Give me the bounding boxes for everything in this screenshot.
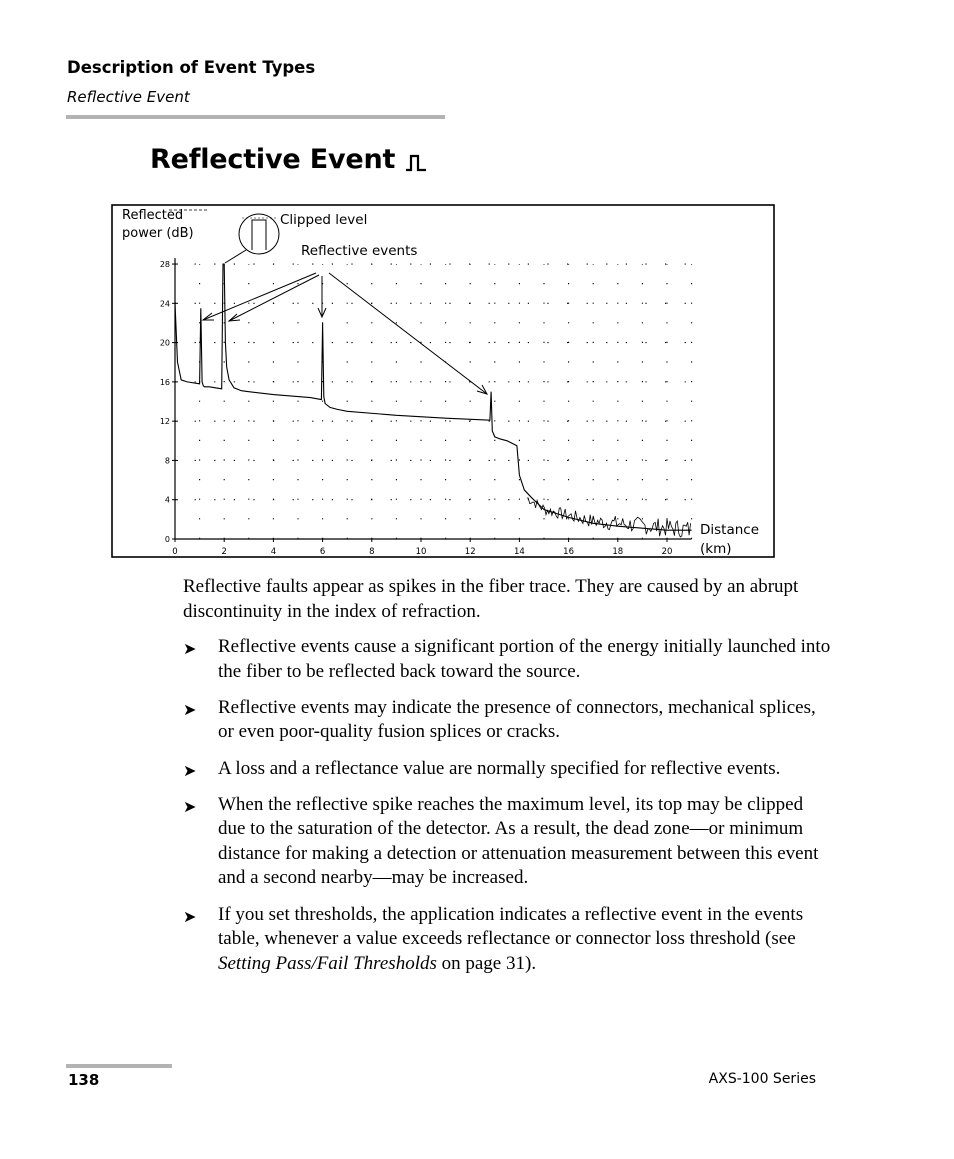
list-item bbox=[183, 793, 833, 891]
bullet-arrow-icon: ➤ bbox=[183, 639, 197, 659]
y-tick-label: 20 bbox=[159, 338, 170, 348]
list-item-text: A loss and a reflectance value are normally specified for reflective events. bbox=[218, 757, 781, 779]
y-tick-label: 12 bbox=[159, 417, 170, 427]
x-tick-label: 12 bbox=[464, 547, 476, 557]
otdr-trace-figure bbox=[111, 204, 776, 560]
list-item bbox=[183, 903, 833, 977]
list-item bbox=[183, 696, 833, 745]
section-heading: Description of Event Types bbox=[67, 58, 316, 77]
bullet-arrow-icon: ➤ bbox=[183, 796, 197, 816]
cross-reference-link[interactable]: Setting Pass/Fail Thresholds bbox=[218, 952, 437, 974]
subsection-heading: Reflective Event bbox=[67, 88, 190, 106]
x-tick-label: 4 bbox=[270, 547, 277, 557]
bullet-arrow-icon: ➤ bbox=[183, 699, 197, 719]
figure-frame bbox=[112, 205, 774, 557]
list-item-text: Reflective events may indicate the presence of connectors, mechanical splices, or even poor-quality fusion splices or cracks. bbox=[218, 696, 816, 743]
y-axis-label-line2: power (dB) bbox=[122, 226, 194, 241]
y-tick-label: 4 bbox=[164, 495, 170, 505]
product-name: AXS-100 Series bbox=[708, 1071, 816, 1087]
y-tick-label: 16 bbox=[159, 377, 170, 387]
list-item bbox=[183, 635, 833, 684]
reflective-events-label: Reflective events bbox=[301, 243, 418, 259]
y-tick-label: 24 bbox=[159, 299, 170, 309]
y-tick-label: 0 bbox=[164, 535, 170, 544]
intro-paragraph: Reflective faults appear as spikes in the fiber trace. They are caused by an abrupt discontinuity in the index of refraction. bbox=[183, 576, 799, 622]
x-tick-label: 14 bbox=[513, 547, 525, 557]
x-tick-label: 16 bbox=[563, 547, 575, 557]
x-tick-label: 8 bbox=[369, 547, 375, 557]
clipped-level-label: Clipped level bbox=[280, 212, 368, 228]
list-item-text-start: If you set thresholds, the application indicates a reflective event in the events table, whenever a value exceeds reflectance or connector loss threshold (see bbox=[218, 903, 804, 950]
page-number: 138 bbox=[68, 1071, 100, 1089]
reflective-event-pulse-icon bbox=[405, 153, 427, 173]
list-item-text-end: on page 31). bbox=[436, 952, 537, 974]
list-item-text: When the reflective spike reaches the maximum level, its top may be clipped due to the saturation of the detector. As a result, the dead zone—or minimum distance for making a detection or attenuation measurement between this event and a second nearby—may be increased. bbox=[218, 793, 819, 889]
bullet-arrow-icon: ➤ bbox=[183, 760, 197, 780]
y-axis-label-line1: Reflected bbox=[122, 208, 184, 223]
y-tick-label: 28 bbox=[159, 260, 170, 270]
bullet-arrow-icon: ➤ bbox=[183, 906, 197, 926]
list-item-text: Reflective events cause a significant portion of the energy initially launched into the fiber to be reflected back toward the source. bbox=[218, 636, 831, 682]
x-tick-label: 2 bbox=[221, 547, 227, 557]
x-tick-label: 6 bbox=[319, 547, 326, 557]
x-tick-label: 10 bbox=[415, 547, 427, 557]
x-tick-label: 20 bbox=[661, 547, 673, 557]
y-tick-label: 8 bbox=[164, 456, 170, 466]
header-rule bbox=[66, 115, 445, 119]
x-axis-label-line2: (km) bbox=[700, 541, 732, 557]
title-row bbox=[150, 144, 427, 175]
page-title: Reflective Event bbox=[150, 144, 396, 175]
footer-rule bbox=[66, 1064, 172, 1068]
body-text bbox=[183, 575, 833, 988]
x-tick-label: 0 bbox=[172, 547, 178, 557]
x-tick-label: 18 bbox=[612, 547, 624, 557]
list-item bbox=[183, 757, 833, 782]
x-axis-label-line1: Distance bbox=[700, 522, 760, 538]
